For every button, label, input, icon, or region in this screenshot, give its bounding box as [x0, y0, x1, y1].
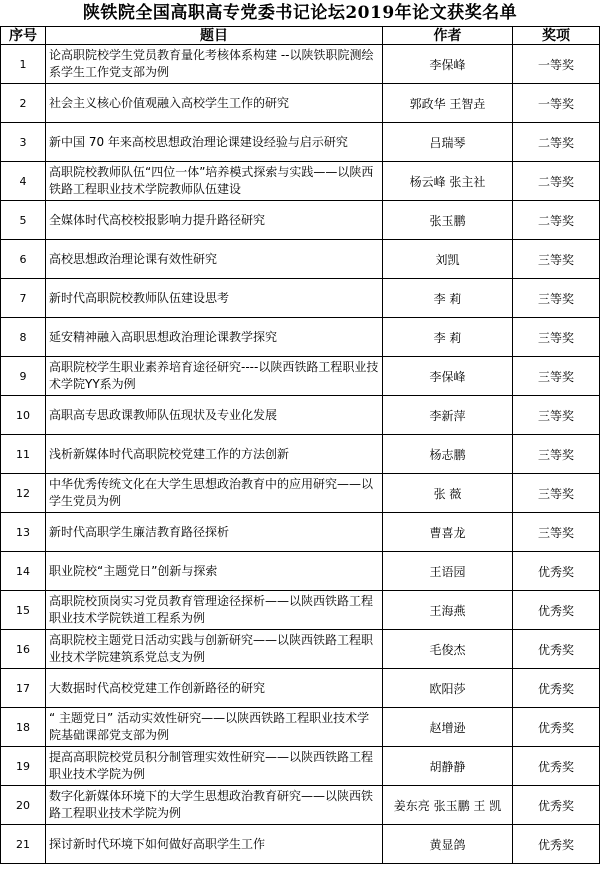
row-number: 10 — [1, 396, 46, 435]
row-author: 曹喜龙 — [383, 513, 513, 552]
table-row — [1, 162, 600, 201]
table-row — [1, 279, 600, 318]
table-row — [1, 591, 600, 630]
row-number: 15 — [1, 591, 46, 630]
row-topic — [46, 786, 383, 825]
row-author: 郭政华 王智垚 — [383, 84, 513, 123]
column-header-topic: 题目 — [46, 27, 383, 45]
row-number: 9 — [1, 357, 46, 396]
row-award: 三等奖 — [513, 474, 600, 513]
row-award: 二等奖 — [513, 201, 600, 240]
row-topic-text: 高职院校顶岗实习党员教育管理途径探析——以陕西铁路工程职业技术学院铁道工程系为例 — [49, 594, 374, 625]
table-row — [1, 435, 600, 474]
row-author: 王海燕 — [383, 591, 513, 630]
row-award: 一等奖 — [513, 45, 600, 84]
table-row — [1, 630, 600, 669]
row-topic — [46, 45, 383, 84]
row-topic — [46, 474, 383, 513]
row-topic-text: 新中国 70 年来高校思想政治理论课建设经验与启示研究 — [49, 134, 348, 149]
row-topic-text: 新时代高职院校教师队伍建设思考 — [49, 290, 230, 305]
table-row — [1, 825, 600, 864]
row-topic — [46, 747, 383, 786]
row-author: 李 莉 — [383, 318, 513, 357]
row-topic — [46, 825, 383, 864]
table-row — [1, 396, 600, 435]
row-award: 三等奖 — [513, 279, 600, 318]
row-topic-text: 大数据时代高校党建工作创新路径的研究 — [49, 680, 266, 695]
row-number: 5 — [1, 201, 46, 240]
table-row — [1, 84, 600, 123]
row-author: 李保峰 — [383, 45, 513, 84]
row-topic-text: 高职高专思政课教师队伍现状及专业化发展 — [49, 407, 278, 422]
row-author: 吕瑞琴 — [383, 123, 513, 162]
row-author: 赵增逊 — [383, 708, 513, 747]
row-number: 20 — [1, 786, 46, 825]
row-number: 14 — [1, 552, 46, 591]
row-topic-text: 延安精神融入高职思想政治理论课教学探究 — [49, 329, 278, 344]
row-award: 二等奖 — [513, 123, 600, 162]
row-topic — [46, 669, 383, 708]
row-topic-text: 新时代高职学生廉洁教育路径探析 — [49, 524, 230, 539]
row-number: 13 — [1, 513, 46, 552]
row-topic — [46, 84, 383, 123]
row-number: 19 — [1, 747, 46, 786]
row-topic-text: 提高高职院校党员积分制管理实效性研究——以陕西铁路工程职业技术学院为例 — [49, 750, 374, 781]
row-topic — [46, 357, 383, 396]
table-row — [1, 45, 600, 84]
row-topic — [46, 708, 383, 747]
row-topic-text: 职业院校“主题党日”创新与探索 — [49, 563, 218, 578]
row-number: 21 — [1, 825, 46, 864]
row-topic-text: 中华优秀传统文化在大学生思想政治教育中的应用研究——以学生党员为例 — [49, 477, 374, 508]
row-award: 三等奖 — [513, 435, 600, 474]
row-author: 杨云峰 张主社 — [383, 162, 513, 201]
award-table — [0, 26, 600, 864]
row-topic — [46, 591, 383, 630]
row-number: 11 — [1, 435, 46, 474]
table-row — [1, 552, 600, 591]
row-author: 李保峰 — [383, 357, 513, 396]
row-author: 胡静静 — [383, 747, 513, 786]
table-row — [1, 708, 600, 747]
row-author: 张玉鹏 — [383, 201, 513, 240]
row-award: 优秀奖 — [513, 630, 600, 669]
row-topic-text: 高校思想政治理论课有效性研究 — [49, 251, 218, 266]
row-award: 优秀奖 — [513, 591, 600, 630]
row-number: 6 — [1, 240, 46, 279]
row-author: 杨志鹏 — [383, 435, 513, 474]
row-author: 毛俊杰 — [383, 630, 513, 669]
row-award: 优秀奖 — [513, 669, 600, 708]
row-award: 优秀奖 — [513, 786, 600, 825]
row-topic — [46, 552, 383, 591]
row-topic — [46, 630, 383, 669]
row-award: 优秀奖 — [513, 552, 600, 591]
row-author: 姜东亮 张玉鹏 王 凯 — [383, 786, 513, 825]
row-topic — [46, 513, 383, 552]
table-body — [1, 45, 600, 864]
table-row — [1, 240, 600, 279]
row-topic — [46, 201, 383, 240]
row-topic — [46, 162, 383, 201]
row-topic-text: “ 主题党日” 活动实效性研究——以陕西铁路工程职业技术学院基础课部党支部为例 — [49, 711, 370, 742]
column-header-award: 奖项 — [513, 27, 600, 45]
row-number: 7 — [1, 279, 46, 318]
row-topic-text: 论高职院校学生党员教育量化考核体系构建 --以陕铁职院测绘系学生工作党支部为例 — [49, 48, 374, 79]
row-topic — [46, 279, 383, 318]
row-award: 三等奖 — [513, 513, 600, 552]
row-number: 18 — [1, 708, 46, 747]
row-number: 3 — [1, 123, 46, 162]
row-award: 二等奖 — [513, 162, 600, 201]
row-topic — [46, 435, 383, 474]
row-author: 刘凯 — [383, 240, 513, 279]
header-row — [1, 27, 600, 45]
table-row — [1, 357, 600, 396]
row-number: 16 — [1, 630, 46, 669]
row-topic-text: 社会主义核心价值观融入高校学生工作的研究 — [49, 95, 290, 110]
table-row — [1, 669, 600, 708]
row-award: 优秀奖 — [513, 708, 600, 747]
row-award: 三等奖 — [513, 240, 600, 279]
row-award: 三等奖 — [513, 396, 600, 435]
table-row — [1, 747, 600, 786]
column-header-author: 作者 — [383, 27, 513, 45]
row-number: 12 — [1, 474, 46, 513]
row-topic-text: 浅析新媒体时代高职院校党建工作的方法创新 — [49, 446, 290, 461]
row-topic — [46, 396, 383, 435]
row-award: 一等奖 — [513, 84, 600, 123]
row-number: 4 — [1, 162, 46, 201]
row-number: 17 — [1, 669, 46, 708]
table-row — [1, 786, 600, 825]
column-header-seq: 序号 — [1, 27, 46, 45]
row-author: 张 薇 — [383, 474, 513, 513]
row-topic-text: 数字化新媒体环境下的大学生思想政治教育研究——以陕西铁路工程职业技术学院为例 — [49, 789, 374, 820]
table-row — [1, 123, 600, 162]
row-award: 三等奖 — [513, 318, 600, 357]
row-number: 2 — [1, 84, 46, 123]
table-row — [1, 201, 600, 240]
table-row — [1, 474, 600, 513]
row-author: 欧阳莎 — [383, 669, 513, 708]
row-award: 优秀奖 — [513, 747, 600, 786]
row-topic — [46, 318, 383, 357]
row-topic-text: 高职院校教师队伍“四位一体”培养模式探索与实践——以陕西铁路工程职业技术学院教师队伍建设 — [49, 165, 374, 196]
row-topic-text: 探讨新时代环境下如何做好高职学生工作 — [49, 836, 266, 851]
row-number: 8 — [1, 318, 46, 357]
row-author: 李 莉 — [383, 279, 513, 318]
row-topic-text: 高职院校学生职业素养培育途径研究----以陕西铁路工程职业技术学院YY系为例 — [49, 360, 379, 391]
row-topic-text: 全媒体时代高校校报影响力提升路径研究 — [49, 212, 266, 227]
row-topic-text: 高职院校主题党日活动实践与创新研究——以陕西铁路工程职业技术学院建筑系党总支为例 — [49, 633, 374, 664]
table-row — [1, 318, 600, 357]
row-topic — [46, 240, 383, 279]
row-topic — [46, 123, 383, 162]
row-author: 黄显鸽 — [383, 825, 513, 864]
row-number: 1 — [1, 45, 46, 84]
page-title: 陕铁院全国高职高专党委书记论坛2019年论文获奖名单 — [82, 3, 518, 23]
row-award: 三等奖 — [513, 357, 600, 396]
row-author: 王语园 — [383, 552, 513, 591]
table-row — [1, 513, 600, 552]
row-author: 李新萍 — [383, 396, 513, 435]
row-award: 优秀奖 — [513, 825, 600, 864]
